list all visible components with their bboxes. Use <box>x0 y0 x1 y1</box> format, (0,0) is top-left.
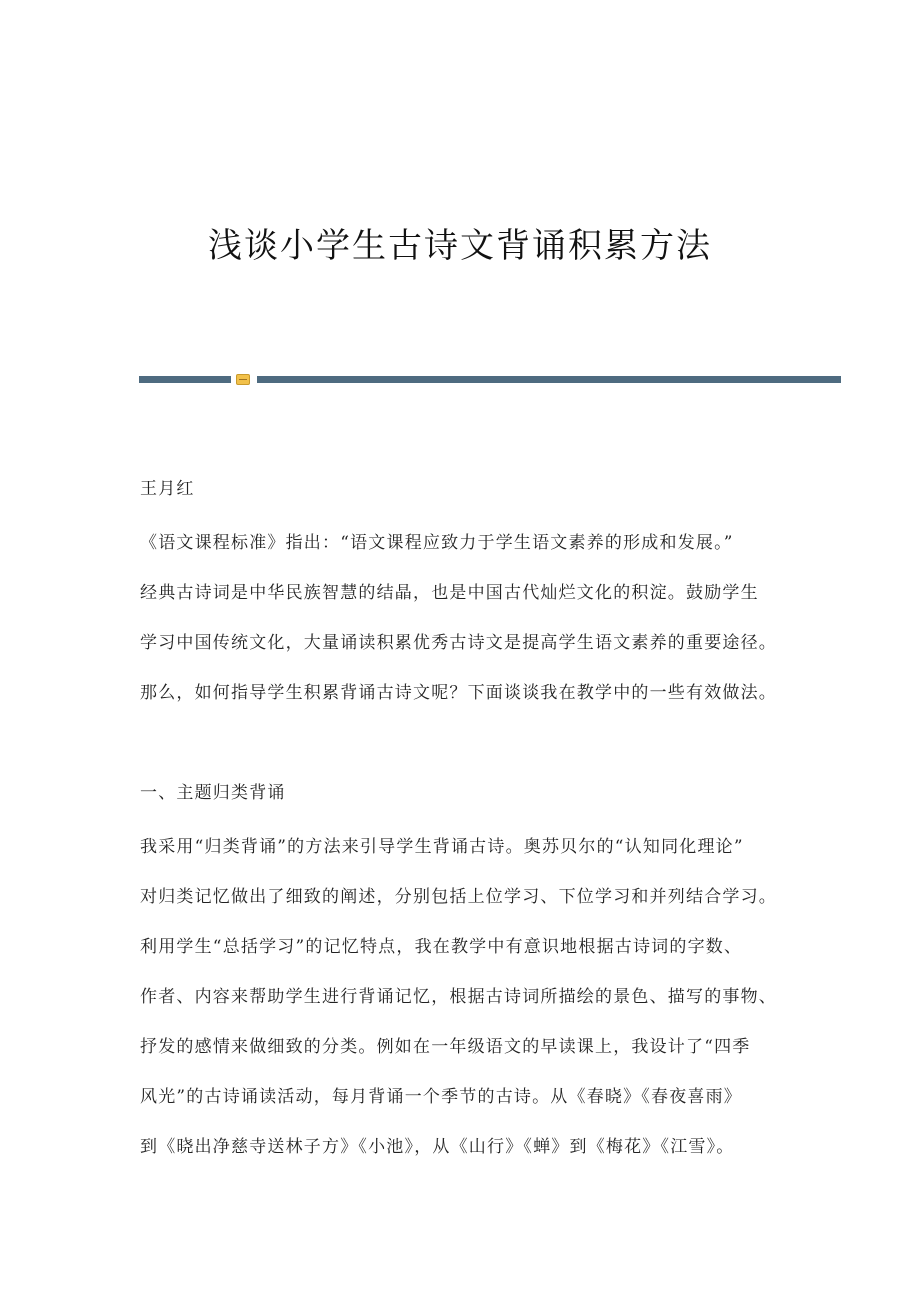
intro-line: 《语文课程标准》指出：“语文课程应致力于学生语文素养的形成和发展。” <box>140 533 734 553</box>
section-heading: 一、主题归类背诵 <box>140 783 286 803</box>
title-divider <box>139 374 841 386</box>
document-title: 浅谈小学生古诗文背诵积累方法 <box>208 226 712 266</box>
body-line: 风光”的古诗诵读活动，每月背诵一个季节的古诗。从《春晓》《春夜喜雨》 <box>140 1087 742 1107</box>
intro-line: 那么，如何指导学生积累背诵古诗文呢？下面谈谈我在教学中的一些有效做法。 <box>140 683 777 703</box>
author-name: 王月红 <box>140 479 195 499</box>
body-line: 到《晓出净慈寺送林子方》《小池》，从《山行》《蝉》到《梅花》《江雪》。 <box>140 1137 735 1157</box>
body-line: 我采用“归类背诵”的方法来引导学生背诵古诗。奥苏贝尔的“认知同化理论” <box>140 837 744 857</box>
document-badge-icon <box>236 374 250 385</box>
divider-bar-right <box>257 376 841 383</box>
intro-line: 经典古诗词是中华民族智慧的结晶，也是中国古代灿烂文化的积淀。鼓励学生 <box>140 583 759 603</box>
body-line: 作者、内容来帮助学生进行背诵记忆，根据古诗词所描绘的景色、描写的事物、 <box>140 987 777 1007</box>
divider-bar-left <box>139 376 231 383</box>
body-line: 利用学生“总括学习”的记忆特点，我在教学中有意识地根据古诗词的字数、 <box>140 937 743 957</box>
body-line: 抒发的感情来做细致的分类。例如在一年级语文的早读课上，我设计了“四季 <box>140 1037 751 1057</box>
intro-line: 学习中国传统文化，大量诵读积累优秀古诗文是提高学生语文素养的重要途径。 <box>140 633 777 653</box>
body-line: 对归类记忆做出了细致的阐述，分别包括上位学习、下位学习和并列结合学习。 <box>140 887 777 907</box>
